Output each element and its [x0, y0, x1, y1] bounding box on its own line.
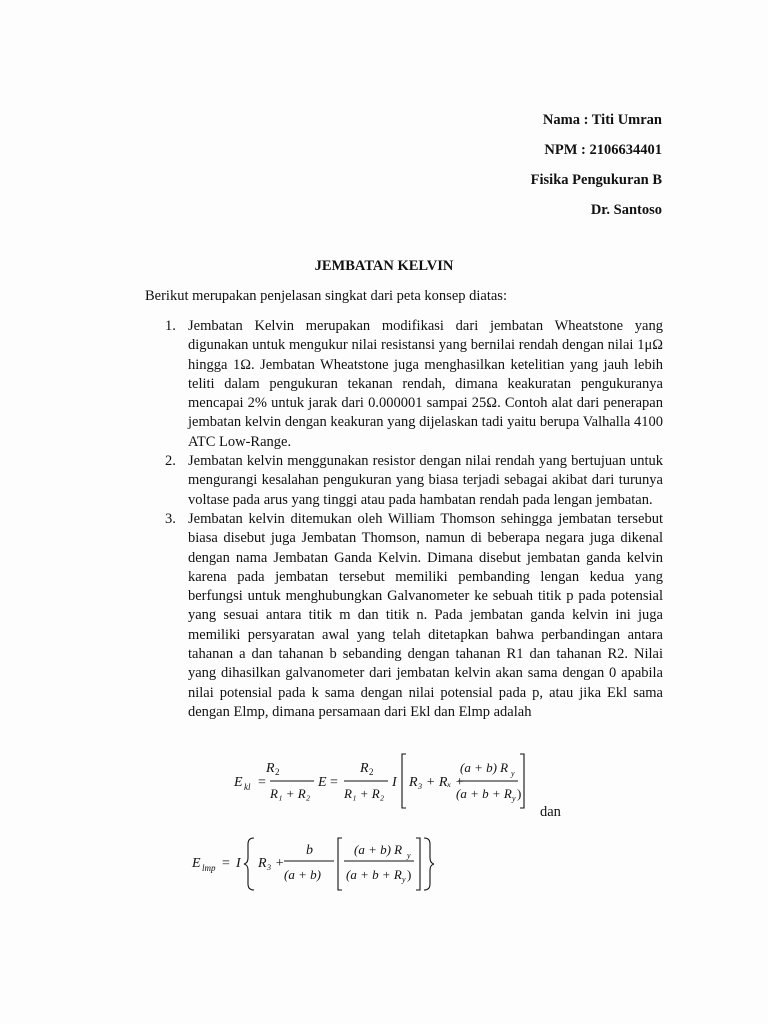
course-name: Fisika Pengukuran B: [530, 172, 662, 188]
page-title: JEMBATAN KELVIN: [314, 258, 454, 274]
list-item: [145, 510, 663, 722]
ekl-mid: E: [318, 775, 327, 790]
ekl-lhs-sub: kl: [244, 782, 251, 792]
ekl-frac2-num-sub: 2: [369, 767, 374, 777]
ekl-frac3-den: (a + b + R: [456, 786, 512, 801]
equation-elmp: [188, 834, 438, 894]
list-item-text: Jembatan Kelvin merupakan modifikasi dari jembatan Wheatstone yang digunakan untuk mengukur nilai resistansi yang bernilai rendah dengan nilai 1μΩ hingga 1Ω. Jembatan Wheatstone juga menghasilkan ketelitian yang jauh lebih teliti dalam pengukuran tekanan rendah, dimana keakuratan pengukuranya mencapai 2% untuk jarak dari 0.000001 sampai 25Ω. Contoh alat dari penerapan jembatan kelvin dengan keakuran yang dijelaskan tadi yaitu berupa Valhalla 4100 ATC Low-Range.: [188, 318, 663, 450]
numbered-list: [145, 317, 663, 722]
elmp-frac1-den: (a + b): [284, 867, 321, 882]
ekl-frac3-den-close: ): [517, 786, 522, 801]
ekl-frac3-den-sub: y: [512, 794, 516, 803]
ekl-lhs: E: [234, 775, 243, 790]
ekl-current: I: [392, 775, 397, 790]
ekl-equals-1: =: [258, 775, 266, 790]
student-id: NPM : 2106634401: [544, 142, 662, 158]
lecturer-name: Dr. Santoso: [590, 202, 662, 218]
author-name: Nama : Titi Umran: [542, 112, 662, 128]
left-bracket: [338, 838, 342, 890]
left-brace: [244, 838, 254, 890]
author-header: [531, 110, 662, 230]
right-brace: [424, 838, 434, 890]
right-bracket: [416, 838, 420, 890]
ekl-terms: R₃ + Rₓ +: [409, 775, 465, 790]
elmp-equals: =: [222, 856, 230, 871]
elmp-frac1-num: b: [306, 843, 313, 858]
list-item: [145, 317, 663, 452]
list-item: [145, 452, 663, 510]
list-item-text: Jembatan kelvin menggunakan resistor dengan nilai rendah yang bertujuan untuk mengurangi kesalahan pengukuran yang biasa terjadi sebagai akibat dari turunya voltase pada arus yang tinggi atau pada hambatan rendah pada lengan jembatan.: [188, 453, 663, 508]
connector-text: dan: [540, 804, 561, 820]
equation-ekl: [228, 750, 528, 812]
elmp-frac2-num: (a + b) R: [354, 842, 403, 857]
ekl-frac3-num: (a + b) R: [460, 760, 509, 775]
elmp-lhs-sub: lmp: [202, 863, 216, 873]
left-bracket: [402, 754, 406, 808]
ekl-frac2-den: R₁ + R₂: [344, 786, 385, 801]
elmp-frac2-den-sub: y: [402, 875, 406, 884]
ekl-frac2-num: R: [360, 761, 369, 776]
ekl-equals-2: =: [330, 775, 338, 790]
intro-paragraph: Berikut merupakan penjelasan singkat dari peta konsep diatas:: [145, 288, 507, 304]
list-number: 1.: [165, 318, 176, 334]
list-item-text: Jembatan kelvin ditemukan oleh William Thomson sehingga jembatan tersebut biasa disebut juga Jembatan Thomson, namun di beberapa negara juga dikenal dengan nama Jembatan Ganda Kelvin. Dimana disebut jembatan ganda kelvin karena pada jembatan tersebut memiliki pembanding lengan kedua yang berfungsi untuk menghubungkan Galvanometer ke sebuah titik p pada potensial yang sesuai antara titik m dan titik n. Pada jembatan ganda kelvin ini juga memiliki persyaratan awal yang telah ditetapkan bahwa perbandingan antara tahanan a dan tahanan b sebanding dengan tahanan R1 dan tahanan R2. Nilai yang dihasilkan galvanometer dari jembatan kelvin akan sama dengan 0 apabila nilai potensial pada k sama dengan nilai potensial pada p, atau jika Ekl sama dengan Elmp, dimana persamaan dari Ekl dan Elmp adalah: [188, 510, 663, 720]
elmp-r3: R₃ +: [258, 856, 285, 871]
elmp-frac2-num-sub: y: [407, 851, 411, 860]
ekl-frac3-num-sub: y: [511, 769, 515, 778]
list-number: 2.: [165, 453, 176, 470]
list-number: 3.: [165, 510, 176, 527]
elmp-frac2-den: (a + b + R: [346, 867, 402, 882]
ekl-frac1-den: R₁ + R₂: [270, 786, 311, 801]
elmp-current: I: [236, 856, 241, 871]
elmp-lhs: E: [192, 856, 201, 871]
ekl-frac1-num-sub: 2: [275, 767, 280, 777]
ekl-frac1-num: R: [266, 761, 275, 776]
elmp-frac2-den-close: ): [407, 867, 412, 882]
